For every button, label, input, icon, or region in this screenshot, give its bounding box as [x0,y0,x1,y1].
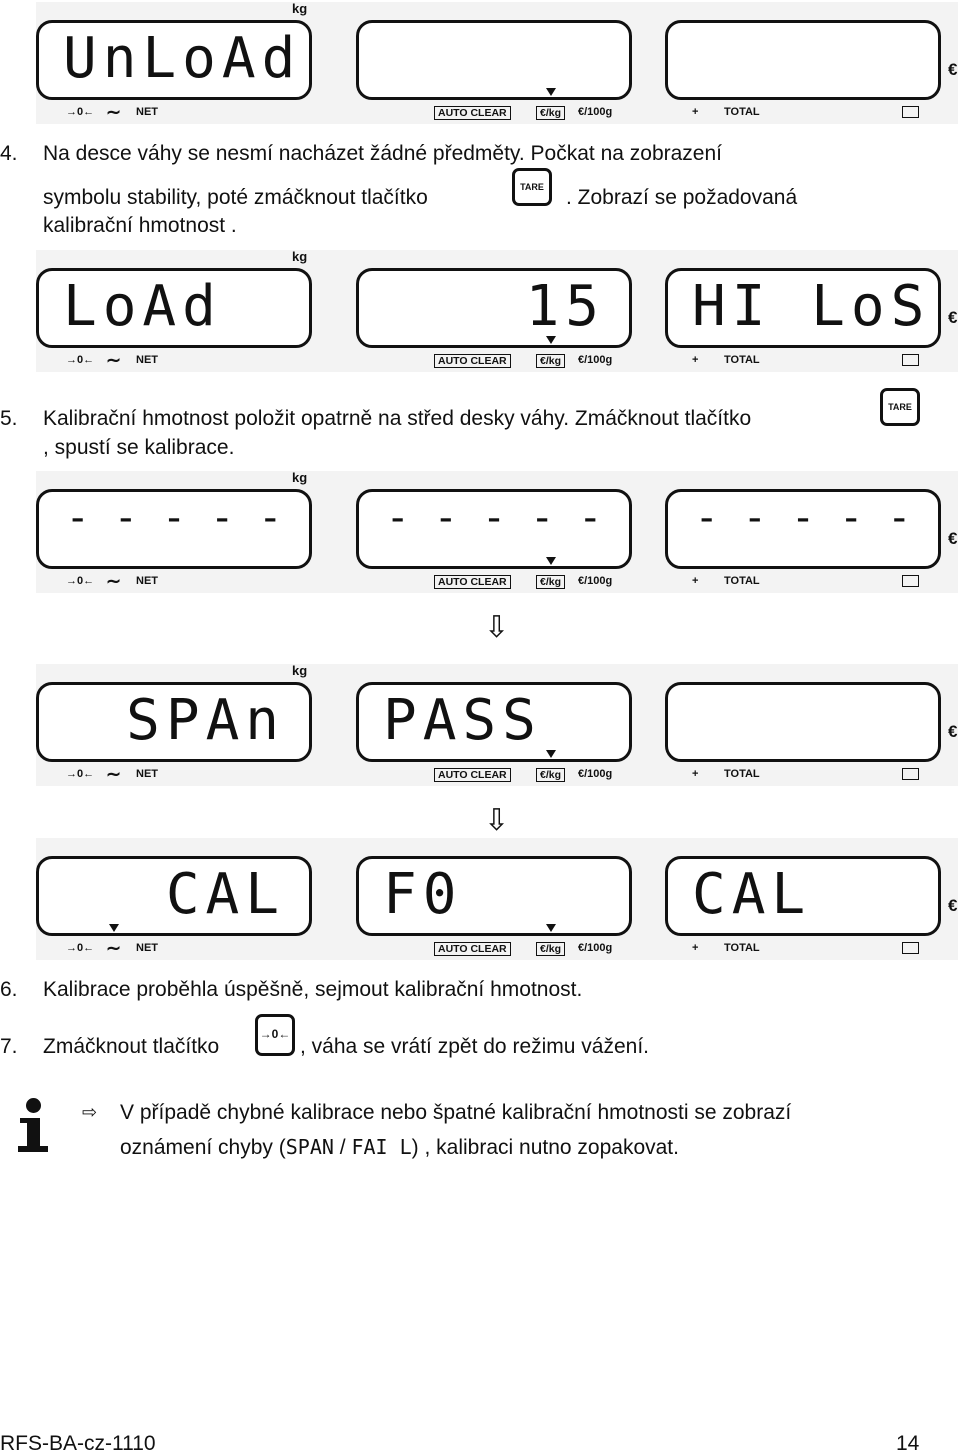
page-number: 14 [896,1432,920,1455]
plus-indicator: + [692,575,699,587]
total-indicator: TOTAL [724,768,760,780]
net-indicator: NET [136,354,158,366]
indicator-triangle [546,557,556,565]
stability-icon: ∼ [106,764,122,784]
unit-price-display [356,268,632,348]
tare-button-label: TARE [888,402,912,412]
stability-icon: ∼ [106,938,122,958]
tare-button-icon [880,388,920,426]
document-id: RFS-BA-cz-1110 [0,1432,156,1455]
step-6-number: 6. [0,978,18,1001]
per-100g-indicator: €/100g [578,768,613,780]
auto-clear-indicator: AUTO CLEAR [434,106,511,120]
step-4-line-3: kalibrační hmotnost . [43,214,237,237]
kg-label: kg [292,1,308,16]
zero-indicator: →0← [66,768,95,780]
error-code-fail: FAI L [351,1135,412,1159]
net-indicator: NET [136,942,158,954]
step-6-text: Kalibrace proběhla úspěšně, sejmout kalibrační hmotnost. [43,978,583,1001]
euro-sign: € [948,896,958,915]
euro-sign: € [948,529,958,548]
battery-icon [902,942,919,954]
note-line-2a: oznámení chyby ( [120,1136,286,1159]
unit-price-display [356,682,632,762]
step-7-text-b: , váha se vrátí zpět do režimu vážení. [300,1035,650,1058]
zero-button-icon [255,1014,295,1056]
down-arrow-icon: ⇩ [484,804,510,837]
per-kg-indicator: €/kg [536,354,565,368]
per-kg-indicator: €/kg [536,942,565,956]
step-4-line-2b: . Zobrazí se požadovaná [566,186,798,209]
per-100g-indicator: €/100g [578,354,613,366]
euro-sign: € [948,722,958,741]
tare-button-icon [512,168,552,206]
zero-indicator: →0← [66,942,95,954]
note-line-2 [120,1134,679,1161]
display-strip-span-pass [36,664,958,786]
battery-icon [902,354,919,366]
unit-price-display [356,489,632,569]
display-strip-cal [36,838,958,960]
display-strip-dashes [36,471,958,593]
weight-digits: UnLoAd [63,26,302,91]
battery-icon [902,768,919,780]
total-price-digits [668,27,938,91]
weight-display [36,489,312,569]
weight-display [36,856,312,936]
weight-display [36,268,312,348]
step-4-line-1: Na desce váhy se nesmí nacházet žádné předměty. Počkat na zobrazení [43,142,722,165]
euro-sign: € [948,308,958,327]
zero-button-label: →0← [259,1027,291,1041]
total-price-digits [668,689,938,753]
step-4-number: 4. [0,142,18,165]
stability-icon: ∼ [106,102,122,122]
total-price-digits: - - - - - [694,495,912,541]
auto-clear-indicator: AUTO CLEAR [434,575,511,589]
error-code-separator: / [333,1136,352,1159]
kg-label: kg [292,249,308,264]
zero-indicator: →0← [66,575,95,587]
total-price-display [665,856,941,936]
stability-icon: ∼ [106,571,122,591]
display-strip-unload [36,2,958,124]
step-5-line-1: Kalibrační hmotnost položit opatrně na střed desky váhy. Zmáčknout tlačítko [43,407,752,430]
unit-price-digits: - - - - - [385,495,603,541]
net-indicator: NET [136,575,158,587]
plus-indicator: + [692,768,699,780]
total-price-display [665,20,941,100]
weight-indicator-triangle [109,924,119,932]
unit-price-display [356,20,632,100]
total-indicator: TOTAL [724,354,760,366]
weight-digits: SPAn [126,688,285,753]
auto-clear-indicator: AUTO CLEAR [434,768,511,782]
weight-digits: CAL [165,862,285,927]
weight-display [36,682,312,762]
down-arrow-icon: ⇩ [484,611,510,644]
step-5-number: 5. [0,407,18,430]
per-kg-indicator: €/kg [536,768,565,782]
plus-indicator: + [692,942,699,954]
battery-icon [902,575,919,587]
plus-indicator: + [692,354,699,366]
weight-display [36,20,312,100]
total-price-display [665,682,941,762]
indicator-triangle [546,924,556,932]
auto-clear-indicator: AUTO CLEAR [434,942,511,956]
step-7-number: 7. [0,1035,18,1058]
total-price-digits: CAL [692,862,812,927]
net-indicator: NET [136,106,158,118]
note-bullet-icon: ⇨ [82,1102,98,1122]
step-4-line-2a: symbolu stability, poté zmáčknout tlačítko [43,186,428,209]
indicator-triangle [546,750,556,758]
euro-sign: € [948,60,958,79]
zero-indicator: →0← [66,354,95,366]
display-strip-load [36,250,958,372]
error-code-span: SPAN [285,1135,334,1159]
note-line-1: V případě chybné kalibrace nebo špatné kalibrační hmotnosti se zobrazí [120,1101,792,1124]
total-indicator: TOTAL [724,575,760,587]
total-price-digits: HI LoS [692,274,931,339]
battery-icon [902,106,919,118]
per-kg-indicator: €/kg [536,106,565,120]
step-5-line-2: , spustí se kalibrace. [43,436,235,459]
weight-digits: LoAd [63,274,222,339]
indicator-triangle [546,88,556,96]
plus-indicator: + [692,106,699,118]
unit-price-digits: F0 [383,862,463,927]
unit-price-digits: PASS [383,688,542,753]
net-indicator: NET [136,768,158,780]
step-7-text-a: Zmáčknout tlačítko [43,1035,220,1058]
total-indicator: TOTAL [724,106,760,118]
total-indicator: TOTAL [724,942,760,954]
per-kg-indicator: €/kg [536,575,565,589]
zero-indicator: →0← [66,106,95,118]
total-price-display [665,268,941,348]
auto-clear-indicator: AUTO CLEAR [434,354,511,368]
note-line-2b: ) , kalibraci nutno zopakovat. [411,1136,679,1159]
indicator-triangle [546,336,556,344]
per-100g-indicator: €/100g [578,106,613,118]
stability-icon: ∼ [106,350,122,370]
unit-price-digits [359,27,629,91]
per-100g-indicator: €/100g [578,575,613,587]
kg-label: kg [292,663,308,678]
kg-label: kg [292,470,308,485]
per-100g-indicator: €/100g [578,942,613,954]
info-icon [14,1098,50,1154]
tare-button-label: TARE [520,182,544,192]
total-price-display [665,489,941,569]
unit-price-digits: 15 [525,274,605,339]
weight-digits: - - - - - [65,495,283,541]
unit-price-display [356,856,632,936]
